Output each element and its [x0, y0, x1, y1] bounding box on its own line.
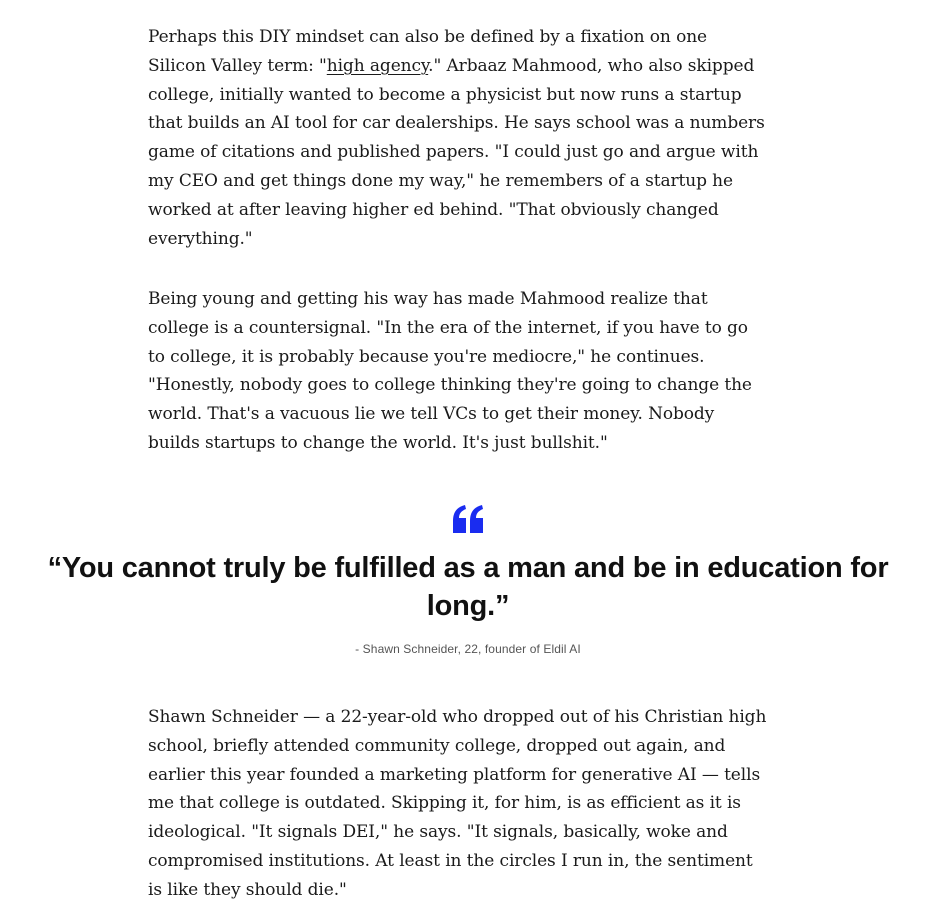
article-paragraph-2: Being young and getting his way has made Mahmood realize that college is a countersignal. "In the era of the internet, if you have to go to college, it is probably because you're mediocre," he continues. "Honestly, nobody goes to college thinking they're going to change the world. That's a vacuous lie we tell VCs to get their money. Nobody builds startups to change the world. It's just bullshit."	[148, 289, 752, 453]
article-paragraph-3: Shawn Schneider — a 22-year-old who dropped out of his Christian high school, briefly attended community college, dropped out again, and earlier this year founded a marketing platform for generative AI — tells me that college is outdated. Skipping it, for him, is as efficient as it is ideological. "It signals DEI," he says. "It signals, basically, woke and compromised institutions. At least in the circles I run in, the sentiment is like they should die."	[148, 707, 767, 900]
quote-mark-icon	[451, 505, 485, 533]
high-agency-link[interactable]: high agency	[326, 55, 429, 76]
pull-quote-text: “You cannot truly be fulfilled as a man and be in education for long.”	[47, 552, 889, 622]
article-paragraph-1	[148, 23, 768, 253]
paragraph-text: Perhaps this DIY mindset can also be defined by a fixation on one Silicon Valley term: "	[148, 27, 708, 76]
pull-quote	[0, 505, 936, 656]
pull-quote-attribution: - Shawn Schneider, 22, founder of Eldil AI	[355, 642, 581, 656]
paragraph-text: ." Arbaaz Mahmood, who also skipped college, initially wanted to become a physicist but now runs a startup that builds an AI tool for car dealerships. He says school was a numbers game of citations and published papers. "I could just go and argue with my CEO and get things done my way," he remembers of a startup he worked at after leaving higher ed behind. "That obviously changed everything."	[148, 55, 765, 249]
